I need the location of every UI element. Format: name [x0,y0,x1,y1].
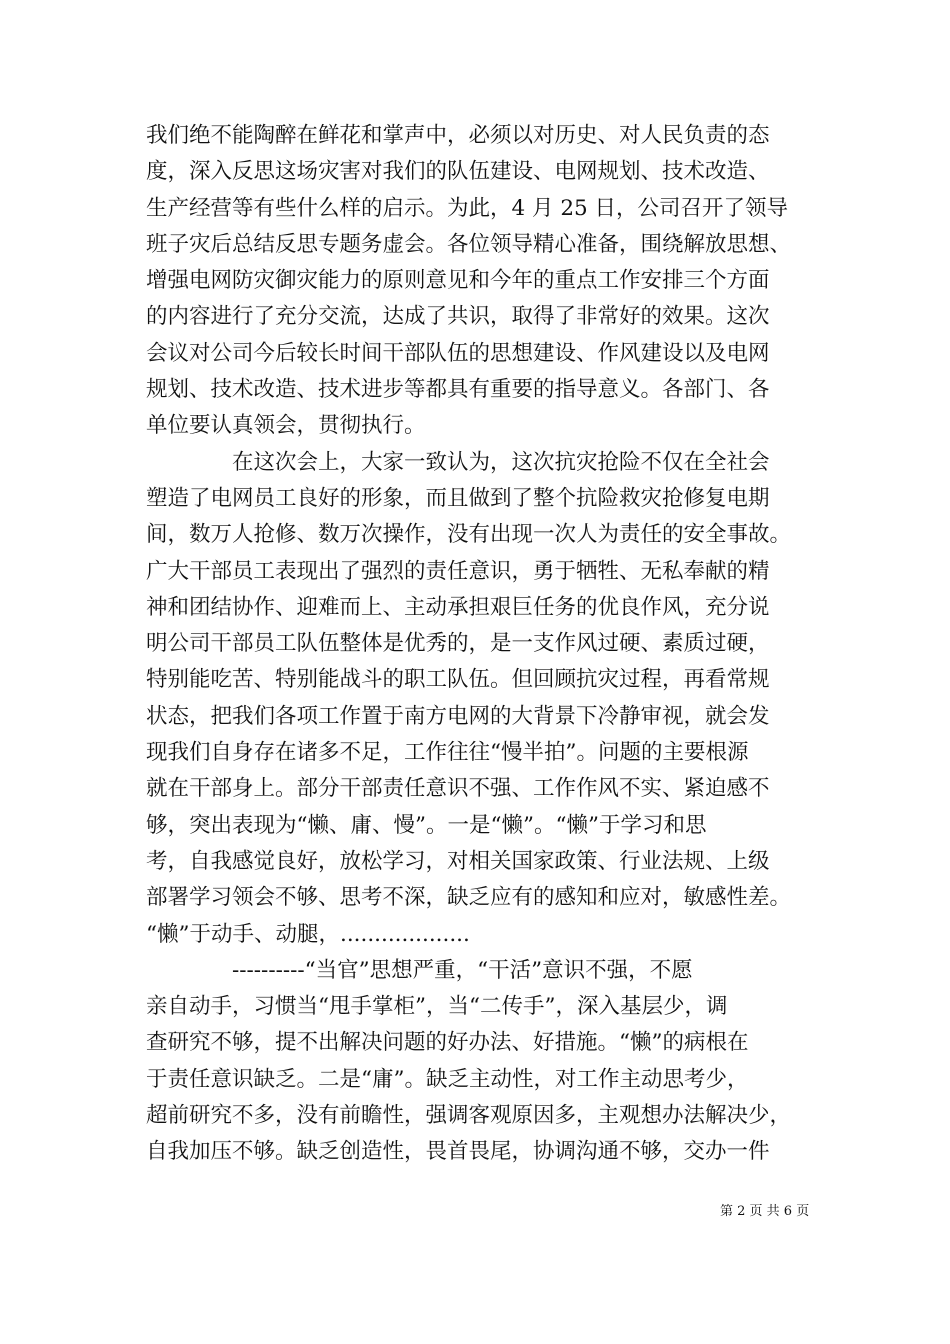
text-line: 明公司干部员工队伍整体是优秀的，是一支作风过硬、素质过硬， [146,631,770,657]
text-line: 查研究不够，提不出解决问题的好办法、好措施。“懒”的病根在 [146,1030,749,1056]
text-line: 考，自我感觉良好，放松学习，对相关国家政策、行业法规、上级 [146,848,770,874]
page-number-footer: 第 2 页 共 6 页 [720,1204,810,1219]
text-line: 我们绝不能陶醉在鲜花和掌声中，必须以对历史、对人民负责的态 [146,123,770,148]
text-line: 间，数万人抢修、数万次操作，没有出现一次人为责任的安全事故。 [146,522,792,548]
body-text [146,118,814,1171]
text-line: 就在干部身上。部分干部责任意识不强、工作作风不实、紧迫感不 [146,776,770,802]
text-line: 部署学习领会不够、思考不深，缺乏应有的感知和应对，敏感性差。 [146,885,792,911]
text-line: 班子灾后总结反思专题务虚会。各位领导精心准备，围绕解放思想、 [146,231,792,257]
text-line: 的内容进行了充分交流，达成了共识，取得了非常好的效果。这次 [146,304,770,330]
text-line: 亲自动手，习惯当“甩手掌柜”，当“二传手”，深入基层少，调 [146,994,728,1020]
text-line: 单位要认真领会，贯彻执行。 [146,413,426,439]
text-line: ----------“当官”思想严重，“干活”意识不强，不愿 [146,957,693,983]
text-line: “懒”于动手、动腿，................... [146,921,470,947]
text-line: 神和团结协作、迎难而上、主动承担艰巨任务的优良作风，充分说 [146,594,770,620]
text-line: 增强电网防灾御灾能力的原则意见和今年的重点工作安排三个方面 [146,268,770,294]
text-line: 规划、技术改造、技术进步等都具有重要的指导意义。各部门、各 [146,377,770,403]
text-line: 度，深入反思这场灾害对我们的队伍建设、电网规划、技术改造、 [146,159,770,185]
text-line: 够，突出表现为“懒、庸、慢”。一是“懒”。“懒”于学习和思 [146,812,707,838]
text-line: 会议对公司今后较长时间干部队伍的思想建设、作风建设以及电网 [146,340,770,366]
text-line: 于责任意识缺乏。二是“庸”。缺乏主动性，对工作主动思考少， [146,1066,749,1092]
text-line: 自我加压不够。缺乏创造性，畏首畏尾，协调沟通不够，交办一件 [146,1139,770,1165]
text-line: 超前研究不多，没有前瞻性，强调客观原因多，主观想办法解决少， [146,1103,792,1129]
text-line: 广大干部员工表现出了强烈的责任意识，勇于牺牲、无私奉献的精 [146,558,770,584]
text-line: 状态，把我们各项工作置于南方电网的大背景下冷静审视，就会发 [146,703,770,729]
text-line: 现我们自身存在诸多不足，工作往往“慢半拍”。问题的主要根源 [146,740,749,766]
text-line: 塑造了电网员工良好的形象，而且做到了整个抗险救灾抢修复电期 [146,485,770,511]
text-line: 特别能吃苦、特别能战斗的职工队伍。但回顾抗灾过程，再看常规 [146,667,770,693]
text-line: 在这次会上，大家一致认为，这次抗灾抢险不仅在全社会 [146,449,770,475]
text-line: 生产经营等有些什么样的启示。为此，4 月 25 日，公司召开了领导 [146,195,789,221]
